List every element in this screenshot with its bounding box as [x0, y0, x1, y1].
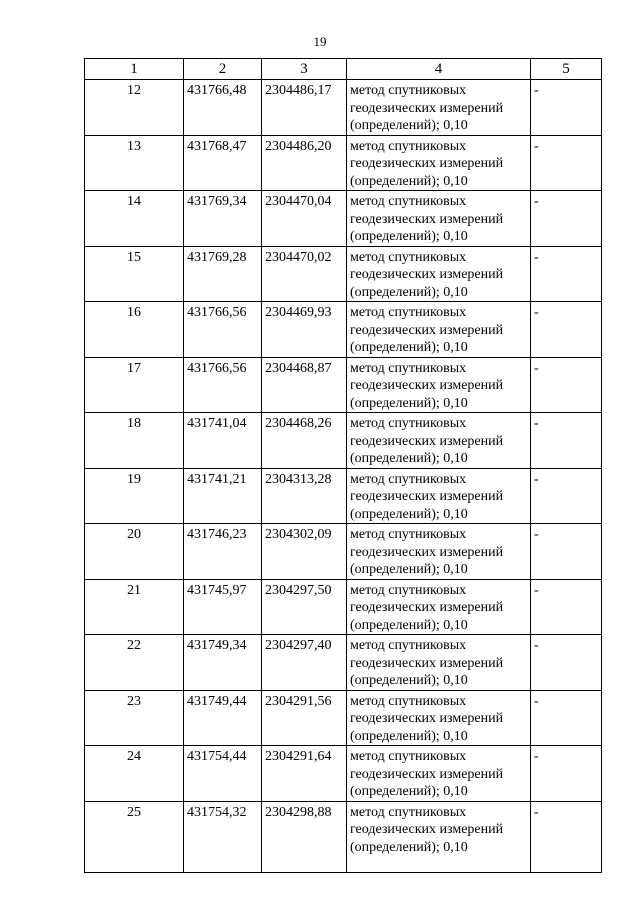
method-cell: метод спутниковых геодезических измерений (определений); 0,10 [347, 690, 531, 746]
note-cell: - [531, 413, 602, 469]
note-cell: - [531, 246, 602, 302]
method-cell: метод спутниковых геодезических измерений (определений); 0,10 [347, 191, 531, 247]
y-coordinate-cell: 2304302,09 [262, 524, 347, 580]
y-coordinate-cell: 2304298,88 [262, 801, 347, 872]
method-cell: метод спутниковых геодезических измерений (определений); 0,10 [347, 135, 531, 191]
point-number-cell: 21 [85, 579, 184, 635]
method-cell: метод спутниковых геодезических измерений (определений); 0,10 [347, 413, 531, 469]
table-body [85, 80, 602, 873]
x-coordinate-cell: 431766,56 [184, 357, 262, 413]
point-number-cell: 24 [85, 746, 184, 802]
x-coordinate-cell: 431766,48 [184, 80, 262, 136]
y-coordinate-cell: 2304297,40 [262, 635, 347, 691]
y-coordinate-cell: 2304486,20 [262, 135, 347, 191]
note-cell: - [531, 635, 602, 691]
method-cell: метод спутниковых геодезических измерений (определений); 0,10 [347, 80, 531, 136]
method-cell: метод спутниковых геодезических измерений (определений); 0,10 [347, 468, 531, 524]
x-coordinate-cell: 431745,97 [184, 579, 262, 635]
method-cell: метод спутниковых геодезических измерений (определений); 0,10 [347, 801, 531, 872]
table-row [85, 468, 602, 524]
column-header-4: 4 [347, 59, 531, 80]
x-coordinate-cell: 431741,04 [184, 413, 262, 469]
point-number-cell: 14 [85, 191, 184, 247]
table-row [85, 579, 602, 635]
column-header-3: 3 [262, 59, 347, 80]
table-row [85, 635, 602, 691]
point-number-cell: 22 [85, 635, 184, 691]
page-number: 19 [313, 34, 327, 49]
table-row [85, 524, 602, 580]
point-number-cell: 18 [85, 413, 184, 469]
table-row [85, 746, 602, 802]
y-coordinate-cell: 2304313,28 [262, 468, 347, 524]
x-coordinate-cell: 431768,47 [184, 135, 262, 191]
note-cell: - [531, 801, 602, 872]
note-cell: - [531, 191, 602, 247]
table-row [85, 357, 602, 413]
x-coordinate-cell: 431766,56 [184, 302, 262, 358]
note-cell: - [531, 135, 602, 191]
column-header-1: 1 [85, 59, 184, 80]
table-row [85, 801, 602, 872]
method-cell: метод спутниковых геодезических измерений (определений); 0,10 [347, 635, 531, 691]
y-coordinate-cell: 2304468,26 [262, 413, 347, 469]
x-coordinate-cell: 431749,44 [184, 690, 262, 746]
point-number-cell: 25 [85, 801, 184, 872]
column-header-2: 2 [184, 59, 262, 80]
x-coordinate-cell: 431769,28 [184, 246, 262, 302]
y-coordinate-cell: 2304469,93 [262, 302, 347, 358]
note-cell: - [531, 524, 602, 580]
note-cell: - [531, 357, 602, 413]
table-row [85, 191, 602, 247]
point-number-cell: 17 [85, 357, 184, 413]
coordinates-table [84, 58, 602, 873]
x-coordinate-cell: 431769,34 [184, 191, 262, 247]
y-coordinate-cell: 2304486,17 [262, 80, 347, 136]
note-cell: - [531, 468, 602, 524]
y-coordinate-cell: 2304297,50 [262, 579, 347, 635]
y-coordinate-cell: 2304291,56 [262, 690, 347, 746]
table-row [85, 246, 602, 302]
method-cell: метод спутниковых геодезических измерений (определений); 0,10 [347, 357, 531, 413]
point-number-cell: 20 [85, 524, 184, 580]
method-cell: метод спутниковых геодезических измерений (определений); 0,10 [347, 524, 531, 580]
note-cell: - [531, 746, 602, 802]
point-number-cell: 12 [85, 80, 184, 136]
y-coordinate-cell: 2304470,02 [262, 246, 347, 302]
point-number-cell: 15 [85, 246, 184, 302]
table-row [85, 135, 602, 191]
note-cell: - [531, 302, 602, 358]
table-row [85, 80, 602, 136]
point-number-cell: 19 [85, 468, 184, 524]
method-cell: метод спутниковых геодезических измерений (определений); 0,10 [347, 302, 531, 358]
note-cell: - [531, 690, 602, 746]
x-coordinate-cell: 431741,21 [184, 468, 262, 524]
y-coordinate-cell: 2304291,64 [262, 746, 347, 802]
x-coordinate-cell: 431754,32 [184, 801, 262, 872]
method-cell: метод спутниковых геодезических измерений (определений); 0,10 [347, 246, 531, 302]
table-header [85, 59, 602, 80]
header-row [85, 59, 602, 80]
method-cell: метод спутниковых геодезических измерений (определений); 0,10 [347, 746, 531, 802]
point-number-cell: 23 [85, 690, 184, 746]
x-coordinate-cell: 431749,34 [184, 635, 262, 691]
table-row [85, 413, 602, 469]
x-coordinate-cell: 431746,23 [184, 524, 262, 580]
note-cell: - [531, 80, 602, 136]
table-row [85, 302, 602, 358]
note-cell: - [531, 579, 602, 635]
x-coordinate-cell: 431754,44 [184, 746, 262, 802]
column-header-5: 5 [531, 59, 602, 80]
y-coordinate-cell: 2304470,04 [262, 191, 347, 247]
point-number-cell: 16 [85, 302, 184, 358]
method-cell: метод спутниковых геодезических измерений (определений); 0,10 [347, 579, 531, 635]
y-coordinate-cell: 2304468,87 [262, 357, 347, 413]
point-number-cell: 13 [85, 135, 184, 191]
table-row [85, 690, 602, 746]
